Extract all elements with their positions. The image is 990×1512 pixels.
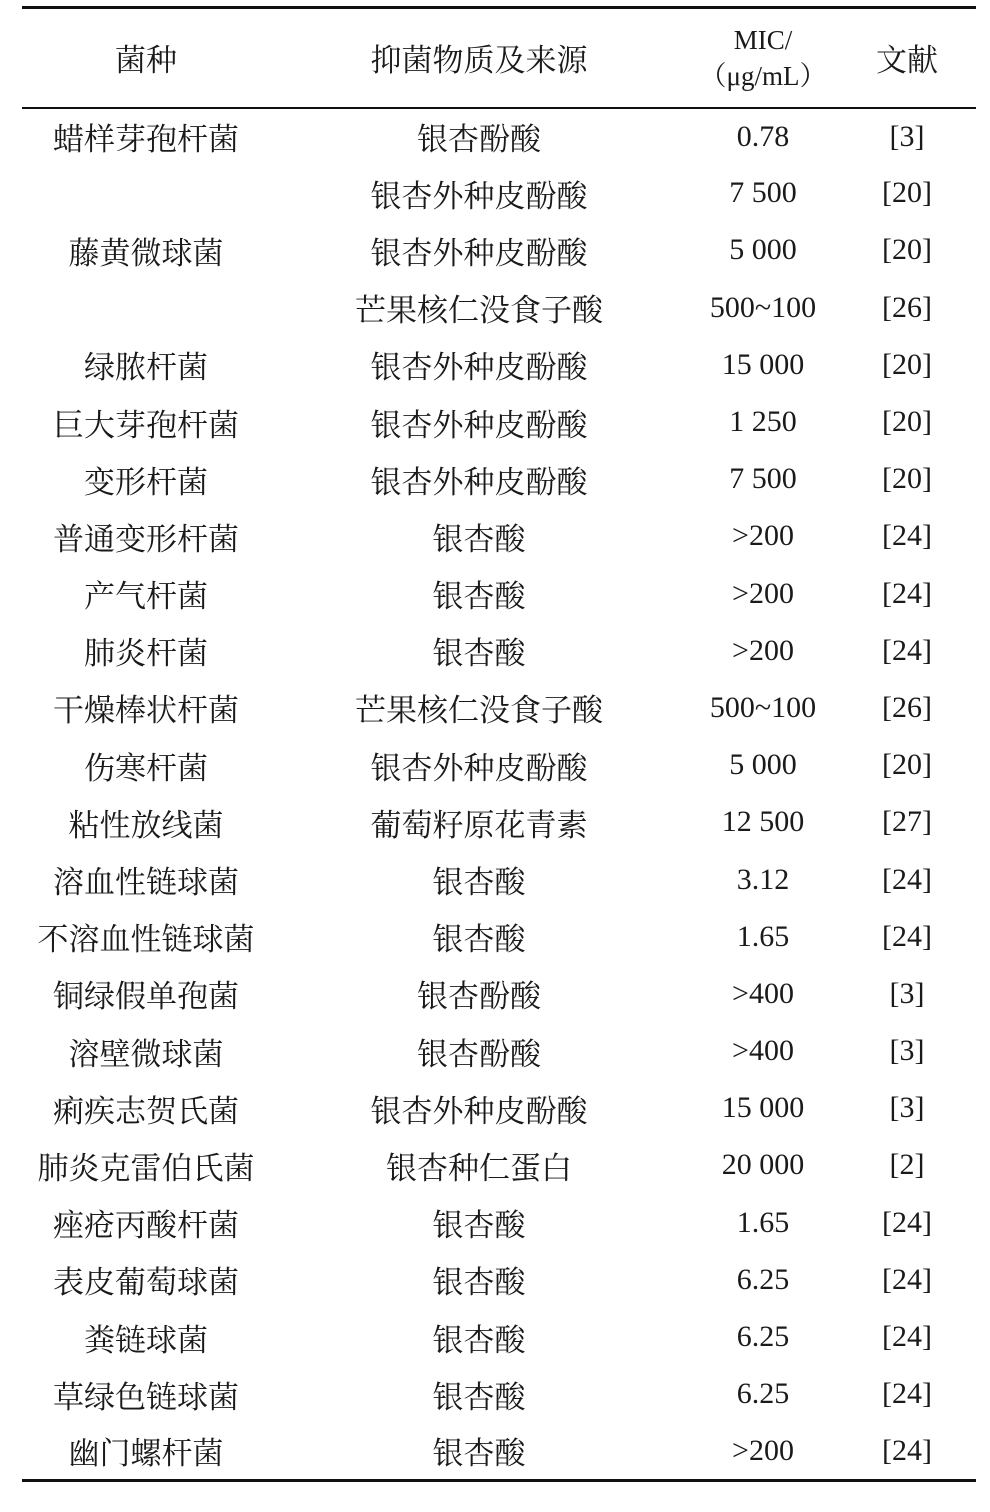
mic-value-cell: >200 (732, 633, 794, 667)
mic-value-cell: 3.12 (736, 862, 790, 896)
substance-cell: 银杏酸 (432, 1379, 526, 1416)
reference-cell: [24] (882, 862, 932, 896)
table-row (22, 393, 976, 450)
substance-cell: 葡萄籽原花青素 (370, 807, 588, 844)
table-row (22, 794, 976, 851)
species-cell (22, 165, 270, 222)
mic-value-cell: 500~100 (709, 690, 817, 724)
mic-value-cell: 0.78 (736, 119, 790, 153)
table-row (22, 1023, 976, 1080)
species-cell: 不溶血性链球菌 (37, 922, 255, 959)
substance-cell: 银杏种仁蛋白 (386, 1150, 572, 1187)
species-cell: 巨大芽孢杆菌 (53, 407, 239, 444)
table-body (22, 108, 976, 1481)
substance-cell: 银杏外种皮酚酸 (370, 350, 588, 387)
species-cell: 草绿色链球菌 (53, 1379, 239, 1416)
reference-cell: [3] (889, 1034, 925, 1068)
substance-cell: 银杏外种皮酚酸 (370, 235, 588, 272)
mic-value-cell: 6.25 (736, 1377, 790, 1411)
reference-cell: [3] (889, 119, 925, 153)
substance-cell: 银杏外种皮酚酸 (370, 178, 588, 215)
species-cell: 痢疾志贺氏菌 (53, 1093, 239, 1130)
substance-cell: 银杏酸 (432, 636, 526, 673)
reference-cell: [24] (882, 1262, 932, 1296)
reference-cell: [20] (882, 233, 932, 267)
mic-value-cell: 1 250 (729, 405, 797, 439)
substance-cell: 银杏酸 (432, 1208, 526, 1245)
reference-cell: [2] (889, 1148, 925, 1182)
reference-cell: [26] (882, 290, 932, 324)
table-row (22, 565, 976, 622)
table-row (22, 451, 976, 508)
species-cell: 普通变形杆菌 (53, 521, 239, 558)
mic-value-cell: >400 (732, 1034, 794, 1068)
mic-table-container (22, 6, 976, 1482)
table-row (22, 1251, 976, 1308)
table-row (22, 1423, 976, 1480)
reference-cell: [24] (882, 519, 932, 553)
table-row (22, 1366, 976, 1423)
substance-cell: 芒果核仁没食子酸 (355, 693, 603, 730)
mic-value-cell: 6.25 (736, 1262, 790, 1296)
species-cell: 变形杆菌 (84, 464, 208, 501)
reference-cell: [24] (838, 1423, 976, 1480)
substance-cell: 芒果核仁没食子酸 (355, 293, 603, 330)
reference-cell: [24] (882, 633, 932, 667)
species-cell: 幽门螺杆菌 (22, 1423, 270, 1480)
table-row (22, 336, 976, 393)
substance-cell: 银杏外种皮酚酸 (370, 1093, 588, 1130)
table-row (22, 279, 976, 336)
substance-cell: 银杏酸 (432, 579, 526, 616)
substance-cell: 银杏酸 (270, 1423, 688, 1480)
substance-cell: 银杏酸 (432, 521, 526, 558)
species-cell: 绿脓杆菌 (84, 350, 208, 387)
substance-cell: 银杏酸 (432, 922, 526, 959)
header-mic-unit: （μg/mL） (699, 60, 827, 91)
species-cell: 蜡样芽孢杆菌 (53, 122, 239, 159)
species-cell (22, 279, 270, 336)
substance-cell: 银杏酸 (432, 1265, 526, 1302)
reference-cell: [20] (882, 748, 932, 782)
header-substance: 抑菌物质及来源 (270, 8, 688, 108)
mic-value-cell: 12 500 (721, 805, 805, 839)
reference-cell: [3] (889, 1091, 925, 1125)
table-row (22, 1308, 976, 1365)
mic-value-cell: >400 (732, 976, 794, 1010)
species-cell: 铜绿假单孢菌 (53, 979, 239, 1016)
table-row (22, 222, 976, 279)
mic-value-cell: 7 500 (729, 462, 797, 496)
mic-value-cell: 7 500 (729, 176, 797, 210)
table-row (22, 1137, 976, 1194)
species-cell: 藤黄微球菌 (68, 235, 224, 272)
substance-cell: 银杏外种皮酚酸 (370, 464, 588, 501)
reference-cell: [20] (882, 347, 932, 381)
reference-cell: [27] (882, 805, 932, 839)
reference-cell: [24] (882, 1377, 932, 1411)
header-species: 菌种 (22, 8, 270, 108)
mic-value-cell: 1.65 (736, 1205, 790, 1239)
substance-cell: 银杏外种皮酚酸 (370, 750, 588, 787)
mic-value-cell: 1.65 (736, 919, 790, 953)
table-row (22, 622, 976, 679)
header-row (22, 8, 976, 108)
reference-cell: [24] (882, 919, 932, 953)
mic-value-cell: 20 000 (721, 1148, 805, 1182)
species-cell: 干燥棒状杆菌 (53, 693, 239, 730)
table-row (22, 108, 976, 165)
reference-cell: [20] (882, 176, 932, 210)
reference-cell: [3] (889, 976, 925, 1010)
mic-value-cell: 5 000 (729, 748, 797, 782)
species-cell: 粘性放线菌 (68, 807, 224, 844)
table-row (22, 1194, 976, 1251)
species-cell: 表皮葡萄球菌 (53, 1265, 239, 1302)
reference-cell: [20] (882, 462, 932, 496)
table-row (22, 165, 976, 222)
mic-value-cell: >200 (688, 1423, 838, 1480)
header-reference: 文献 (838, 8, 976, 108)
header-mic (688, 8, 838, 108)
species-cell: 肺炎杆菌 (84, 636, 208, 673)
mic-value-cell: 6.25 (736, 1320, 790, 1354)
reference-cell: [20] (882, 405, 932, 439)
table-row (22, 851, 976, 908)
substance-cell: 银杏外种皮酚酸 (370, 407, 588, 444)
table-row (22, 508, 976, 565)
reference-cell: [26] (882, 690, 932, 724)
mic-value-cell: >200 (732, 576, 794, 610)
table-row (22, 965, 976, 1022)
table-row (22, 1080, 976, 1137)
mic-value-cell: 500~100 (709, 290, 817, 324)
species-cell: 肺炎克雷伯氏菌 (37, 1150, 255, 1187)
substance-cell: 银杏酸 (432, 1322, 526, 1359)
species-cell: 溶血性链球菌 (53, 865, 239, 902)
mic-value-cell: 5 000 (729, 233, 797, 267)
reference-cell: [24] (882, 1320, 932, 1354)
substance-cell: 银杏酚酸 (417, 122, 541, 159)
mic-table (22, 6, 976, 1482)
substance-cell: 银杏酚酸 (417, 1036, 541, 1073)
reference-cell: [24] (882, 1205, 932, 1239)
species-cell: 产气杆菌 (84, 579, 208, 616)
species-cell: 痤疮丙酸杆菌 (53, 1208, 239, 1245)
substance-cell: 银杏酚酸 (417, 979, 541, 1016)
species-cell: 伤寒杆菌 (84, 750, 208, 787)
species-cell: 粪链球菌 (84, 1322, 208, 1359)
substance-cell: 银杏酸 (432, 865, 526, 902)
header-mic-label: MIC/ (733, 24, 793, 55)
reference-cell: [24] (882, 576, 932, 610)
mic-value-cell: 15 000 (721, 1091, 805, 1125)
species-cell: 溶壁微球菌 (68, 1036, 224, 1073)
table-row (22, 679, 976, 736)
mic-value-cell: >200 (732, 519, 794, 553)
table-row (22, 908, 976, 965)
mic-value-cell: 15 000 (721, 347, 805, 381)
table-row (22, 737, 976, 794)
